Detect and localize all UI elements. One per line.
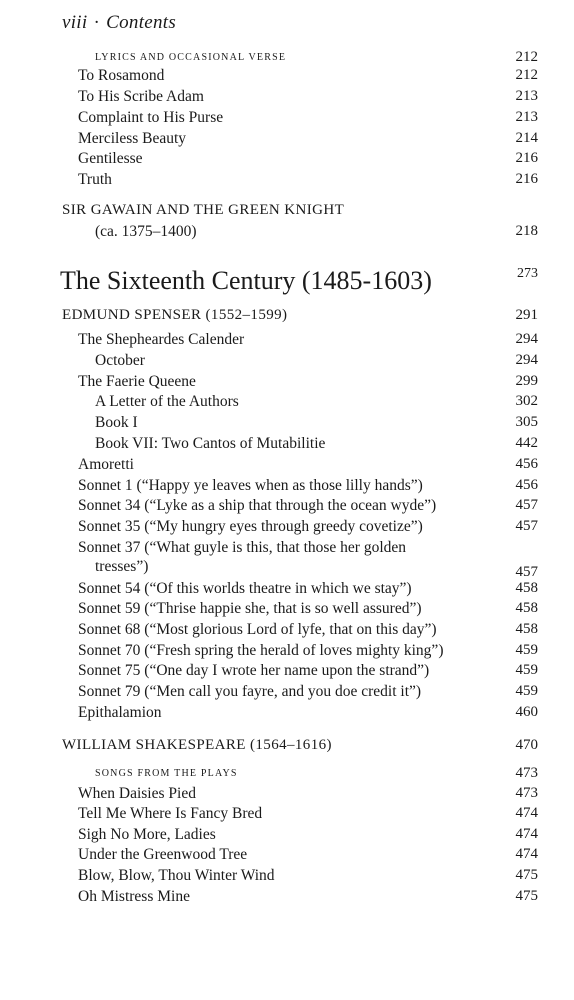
- page-number: 470: [515, 737, 538, 753]
- toc-entry: Under the Greenwood Tree 474: [78, 846, 538, 863]
- page-number: 457: [515, 564, 538, 580]
- page-number: 456: [515, 477, 538, 493]
- page-number: 213: [515, 88, 538, 104]
- page-number: 212: [515, 67, 538, 83]
- toc-entry: Blow, Blow, Thou Winter Wind 475: [78, 867, 538, 884]
- toc-entry: October 294: [95, 352, 538, 369]
- page-number: 456: [515, 456, 538, 472]
- toc-entry: The Shepheardes Calender 294: [78, 331, 538, 348]
- page-number: 273: [517, 266, 538, 281]
- page-number: 213: [515, 109, 538, 125]
- page-number: 459: [515, 642, 538, 658]
- toc-entry: Sigh No More, Ladies 474: [78, 826, 538, 843]
- page-number: 474: [515, 846, 538, 862]
- toc-section-heading: LYRICS AND OCCASIONAL VERSE 212: [0, 47, 574, 68]
- toc-entry: Sonnet 79 (“Men call you fayre, and you doe credit it”) 459: [78, 683, 538, 700]
- page-number: 458: [515, 600, 538, 616]
- page-number: 473: [515, 785, 538, 801]
- toc-entry: When Daisies Pied 473: [78, 785, 538, 802]
- toc-entry: Sonnet 37 (“What guyle is this, that those her golden: [78, 539, 407, 556]
- page-number: 474: [515, 805, 538, 821]
- toc-entry: Sonnet 70 (“Fresh spring the herald of loves mighty king”) 459: [78, 642, 538, 659]
- toc-entry: Sonnet 59 (“Thrise happie she, that is so well assured”) 458: [78, 600, 538, 617]
- toc-entry: Sonnet 68 (“Most glorious Lord of lyfe, that on this day”) 458: [78, 621, 538, 638]
- toc-entry: To His Scribe Adam 213: [78, 88, 538, 105]
- page-number: 458: [515, 580, 538, 596]
- toc-period-heading: The Sixteenth Century (1485-1603) 273: [60, 266, 538, 295]
- page-number: 474: [515, 826, 538, 842]
- page-number: 216: [515, 150, 538, 166]
- toc-entry: Amoretti 456: [78, 456, 538, 473]
- toc-entry: Merciless Beauty 214: [78, 130, 538, 147]
- page-number: 475: [515, 888, 538, 904]
- toc-entry: Oh Mistress Mine 475: [78, 888, 538, 905]
- page-number: 212: [515, 49, 538, 65]
- toc-entry: To Rosamond 212: [78, 67, 538, 84]
- page-number: 475: [515, 867, 538, 883]
- page-number: 214: [515, 130, 538, 146]
- page-number: 294: [515, 331, 538, 347]
- folio: viii: [62, 12, 88, 33]
- toc-entry: Sonnet 35 (“My hungry eyes through greedy covetize”) 457: [78, 518, 538, 535]
- page-number: 299: [515, 373, 538, 389]
- page-number: 473: [515, 765, 538, 781]
- page-number: 459: [515, 662, 538, 678]
- toc-author-heading: WILLIAM SHAKESPEARE (1564–1616) 470: [0, 735, 574, 756]
- running-head: [62, 12, 176, 34]
- toc-entry: (ca. 1375–1400) 218: [95, 223, 538, 240]
- page-number: 302: [515, 393, 538, 409]
- toc-author-heading: SIR GAWAIN AND THE GREEN KNIGHT: [62, 202, 345, 218]
- toc-section-heading: SONGS FROM THE PLAYS 473: [0, 763, 574, 784]
- toc-entry: Sonnet 75 (“One day I wrote her name upon the strand”) 459: [78, 662, 538, 679]
- page-number: 218: [515, 223, 538, 239]
- toc-entry: Epithalamion 460: [78, 704, 538, 721]
- toc-entry: Sonnet 34 (“Lyke as a ship that through the ocean wyde”) 457: [78, 497, 538, 514]
- toc-author-heading: EDMUND SPENSER (1552–1599) 291: [0, 305, 574, 326]
- toc-entry: Sonnet 54 (“Of this worlds theatre in which we stay”) 458: [78, 580, 538, 597]
- toc-entry-continuation: tresses”) 457: [0, 556, 574, 577]
- toc-entry: Tell Me Where Is Fancy Bred 474: [78, 805, 538, 822]
- page-number: 305: [515, 414, 538, 430]
- page-title: Contents: [106, 12, 177, 33]
- toc-entry: A Letter of the Authors 302: [95, 393, 538, 410]
- page-number: 442: [515, 435, 538, 451]
- page-number: 457: [515, 497, 538, 513]
- page-number: 459: [515, 683, 538, 699]
- toc-entry: Complaint to His Purse 213: [78, 109, 538, 126]
- page-number: 294: [515, 352, 538, 368]
- toc-entry: Book VII: Two Cantos of Mutabilitie 442: [95, 435, 538, 452]
- toc-entry: Gentilesse 216: [78, 150, 538, 167]
- toc-entry: The Faerie Queene 299: [78, 373, 538, 390]
- page-number: 216: [515, 171, 538, 187]
- toc-entry: Truth 216: [78, 171, 538, 188]
- page-number: 458: [515, 621, 538, 637]
- page-number: 460: [515, 704, 538, 720]
- page-number: 291: [515, 307, 538, 323]
- toc-entry: Sonnet 1 (“Happy ye leaves when as those lilly hands”) 456: [78, 477, 538, 494]
- page-number: 457: [515, 518, 538, 534]
- toc-entry: Book I 305: [95, 414, 538, 431]
- separator: ·: [93, 12, 101, 33]
